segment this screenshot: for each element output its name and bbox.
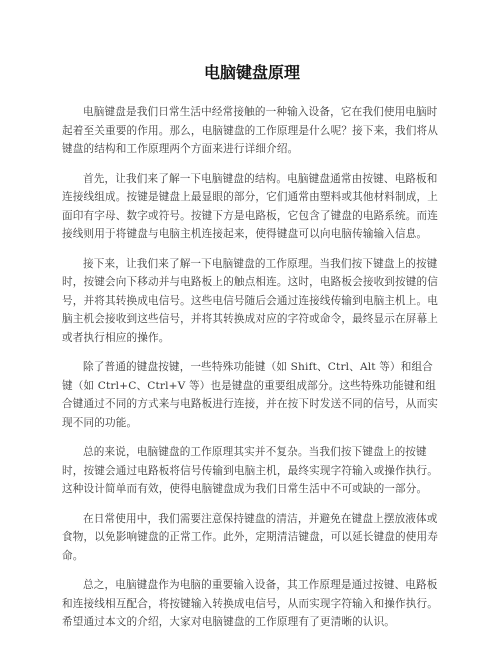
paragraph-working-principle: 接下来，让我们来了解一下电脑键盘的工作原理。当我们按下键盘上的按键时，按键会向下移动并与电路板上的触点相连。这时，电路板会接收到按键的信号，并将其转换成电信号。这些电信号随后会通过连接线传输到电脑主机上。电脑主机会接收到这些信号，并将其转换成对应的字符或命令，最终显示在屏幕上或者执行相应的操作。 [62, 257, 439, 344]
paragraph-intro: 电脑键盘是我们日常生活中经常接触的一种输入设备，它在我们使用电脑时起着至关重要的作用。那么，电脑键盘的工作原理是什么呢？接下来，我们将从键盘的结构和工作原理两个方面来进行详细介绍。 [62, 106, 439, 155]
paragraph-special-keys: 除了普通的键盘按键，一些特殊功能键（如 Shift、Ctrl、Alt 等）和组合键（如 Ctrl+C、Ctrl+V 等）也是键盘的重要组成部分。这些特殊功能键和组合键通过不同的方式来与电路板进行连接，并在按下时发送不同的信号，从而实现不同的功能。 [62, 361, 439, 429]
paragraph-conclusion: 总之，电脑键盘作为电脑的重要输入设备，其工作原理是通过按键、电路板和连接线相互配合，将按键输入转换成电信号，从而实现字符输入和操作执行。希望通过本文的介绍，大家对电脑键盘的工作原理有了更清晰的认识。 [62, 579, 439, 628]
paragraph-structure: 首先，让我们来了解一下电脑键盘的结构。电脑键盘通常由按键、电路板和连接线组成。按键是键盘上最显眼的部分，它们通常由塑料或其他材料制成，上面印有字母、数字或符号。按键下方是电路板，它包含了键盘的电路系统。而连接线则用于将键盘与电脑主机连接起来，使得键盘可以向电脑传输输入信息。 [62, 172, 439, 240]
paragraph-maintenance: 在日常使用中，我们需要注意保持键盘的清洁，并避免在键盘上摆放液体或食物，以免影响键盘的正常工作。此外，定期清洁键盘，可以延长键盘的使用寿命。 [62, 512, 439, 562]
document-title: 电脑键盘原理 [203, 63, 300, 82]
paragraph-summary: 总的来说，电脑键盘的工作原理其实并不复杂。当我们按下键盘上的按键时，按键会通过电路板将信号传输到电脑主机，最终实现字符输入或操作执行。这种设计简单而有效，使得电脑键盘成为我们日常生活中不可或缺的一部分。 [62, 446, 439, 495]
